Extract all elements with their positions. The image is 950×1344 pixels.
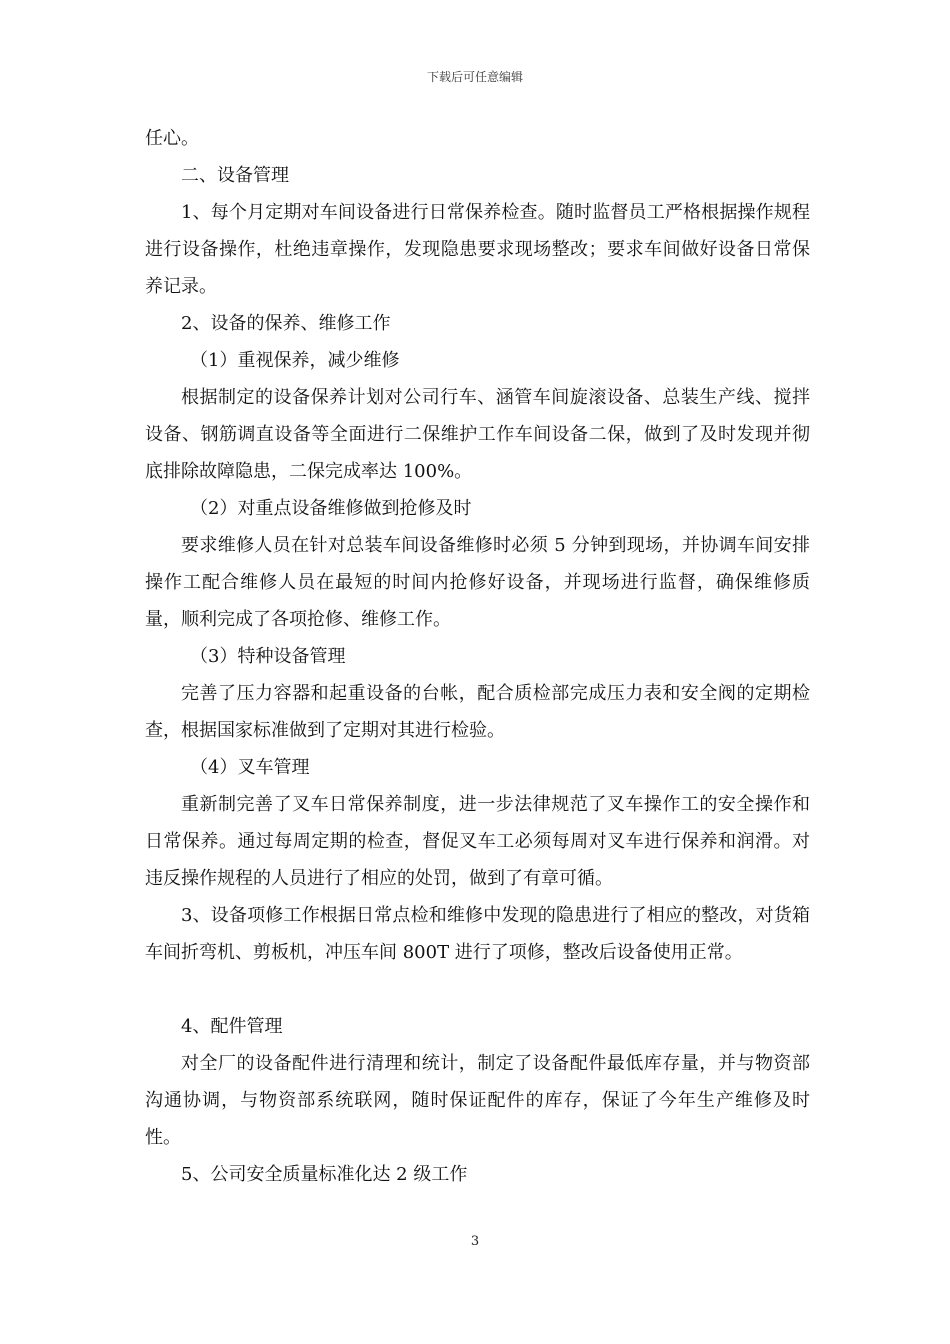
subheading-emphasize-maintenance: （1）重视保养，减少维修 (190, 350, 400, 371)
paragraph-overhaul-work: 3、设备项修工作根据日常点检和维修中发现的隐患进行了相应的整改，对货箱车间折弯机、剪板机，冲压车间 800T 进行了项修，整改后设备使用正常。 (145, 905, 810, 963)
paragraph-continuation: 任心。 (145, 128, 199, 149)
paragraph-special-equipment: 完善了压力容器和起重设备的台帐，配合质检部完成压力表和安全阀的定期检查，根据国家标准做到了定期对其进行检验。 (145, 683, 810, 741)
paragraph-repair-response: 要求维修人员在针对总装车间设备维修时必须 5 分钟到现场，并协调车间安排操作工配合维修人员在最短的时间内抢修好设备，并现场进行监督，确保维修质量，顺利完成了各项抢修、维修工作。 (145, 535, 810, 630)
paragraph-maintenance-plan: 根据制定的设备保养计划对公司行车、涵管车间旋滚设备、总装生产线、搅拌设备、钢筋调直设备等全面进行二保维护工作车间设备二保，做到了及时发现并彻底排除故障隐患，二保完成率达 100%。 (145, 387, 810, 482)
subheading-special-equipment: （3）特种设备管理 (190, 646, 346, 667)
paragraph-parts-management: 对全厂的设备配件进行清理和统计，制定了设备配件最低库存量，并与物资部沟通协调，与物资部系统联网，随时保证配件的库存，保证了今年生产维修及时性。 (145, 1053, 810, 1148)
subheading-forklift-management: （4）叉车管理 (190, 757, 310, 778)
paragraph-monthly-inspection: 1、每个月定期对车间设备进行日常保养检查。随时监督员工严格根据操作规程进行设备操作，杜绝违章操作，发现隐患要求现场整改；要求车间做好设备日常保养记录。 (145, 202, 810, 297)
subheading-maintenance-work: 2、设备的保养、维修工作 (181, 313, 391, 334)
paragraph-forklift-management: 重新制完善了叉车日常保养制度，进一步法律规范了叉车操作工的安全操作和日常保养。通过每周定期的检查，督促叉车工必须每周对叉车进行保养和润滑。对违反操作规程的人员进行了相应的处罚，做到了有章可循。 (145, 794, 810, 889)
section-heading-equipment-management: 二、设备管理 (181, 165, 289, 186)
blank-line (145, 971, 810, 1008)
document-body (145, 120, 810, 1193)
page-header: 下载后可任意编辑 (426, 70, 523, 84)
subheading-key-equipment-repair: （2）对重点设备维修做到抢修及时 (190, 498, 472, 519)
subheading-parts-management: 4、配件管理 (181, 1016, 283, 1037)
subheading-safety-standardization: 5、公司安全质量标准化达 2 级工作 (181, 1164, 468, 1185)
page-number: 3 (470, 1234, 480, 1249)
